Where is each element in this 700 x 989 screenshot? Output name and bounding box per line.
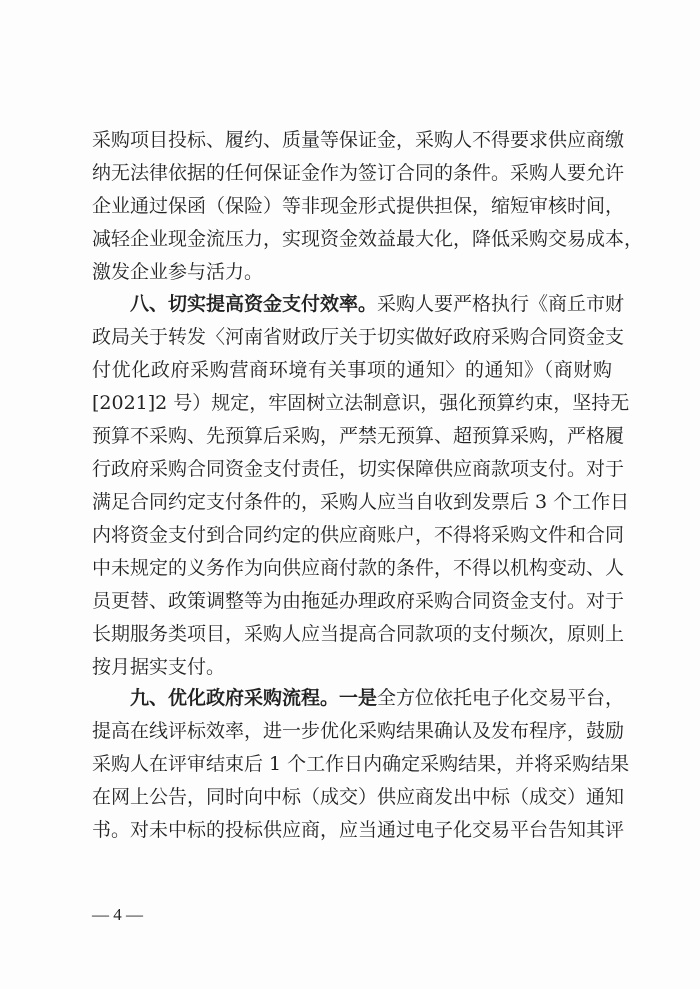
paragraph-continued (92, 124, 644, 289)
text-line: 减轻企业现金流压力，实现资金效益最大化，降低采购交易成本， (92, 228, 644, 250)
text-line: 中未规定的义务作为向供应商付款的条件，不得以机构变动、人 (92, 557, 625, 579)
text-line: 采购项目投标、履约、质量等保证金，采购人不得要求供应商缴 (92, 129, 625, 151)
text-line: 按月据实支付。 (92, 656, 226, 678)
section-9-first-line-text: 全方位依托电子化交易平台， (377, 687, 625, 709)
text-line: 采购人在评审结束后 1 个工作日内确定采购结果，并将采购结果 (92, 753, 630, 775)
page-number: — 4 — (92, 905, 143, 924)
text-line: 长期服务类项目，采购人应当提高合同款项的支付频次，原则上 (92, 623, 625, 645)
text-line: 纳无法律依据的任何保证金作为签订合同的条件。采购人要允许 (92, 162, 625, 184)
text-line: 满足合同约定支付条件的，采购人应当自收到发票后 3 个工作日 (92, 491, 630, 513)
section-8-paragraph (92, 288, 630, 684)
text-line: 预算不采购、先预算后采购，严禁无预算、超预算采购，严格履 (92, 425, 625, 447)
text-line: 内将资金支付到合同约定的供应商账户，不得将采购文件和合同 (92, 524, 625, 546)
section-9-emphasis: 一是 (339, 687, 378, 709)
text-line: 行政府采购合同资金支付责任，切实保障供应商款项支付。对于 (92, 458, 625, 480)
section-9-heading: 九、优化政府采购流程。 (130, 687, 340, 709)
text-line: 员更替、政策调整等为由拖延办理政府采购合同资金支付。对于 (92, 590, 625, 612)
text-line: 书。对未中标的投标供应商，应当通过电子化交易平台告知其评 (92, 819, 625, 841)
text-line: 企业通过保函（保险）等非现金形式提供担保，缩短审核时间， (92, 195, 625, 217)
section-9-first-line (92, 682, 625, 715)
text-line: 政局关于转发〈河南省财政厅关于切实做好政府采购合同资金支 (92, 326, 625, 348)
text-line: 付优化政府采购营商环境有关事项的通知〉的通知》（商财购 (92, 359, 612, 381)
text-line: 提高在线评标效率，进一步优化采购结果确认及发布程序，鼓励 (92, 720, 625, 742)
text-line: 在网上公告，同时向中标（成交）供应商发出中标（成交）通知 (92, 786, 625, 808)
section-8-heading: 八、切实提高资金支付效率。 (130, 293, 378, 315)
section-8-first-line-text: 采购人要严格执行《商丘市财 (377, 293, 625, 315)
section-8-first-line (92, 288, 625, 321)
section-9-paragraph (92, 682, 630, 847)
text-line: [2021]2 号）规定，牢固树立法制意识，强化预算约束，坚持无 (92, 392, 630, 414)
text-line: 激发企业参与活力。 (92, 261, 264, 283)
